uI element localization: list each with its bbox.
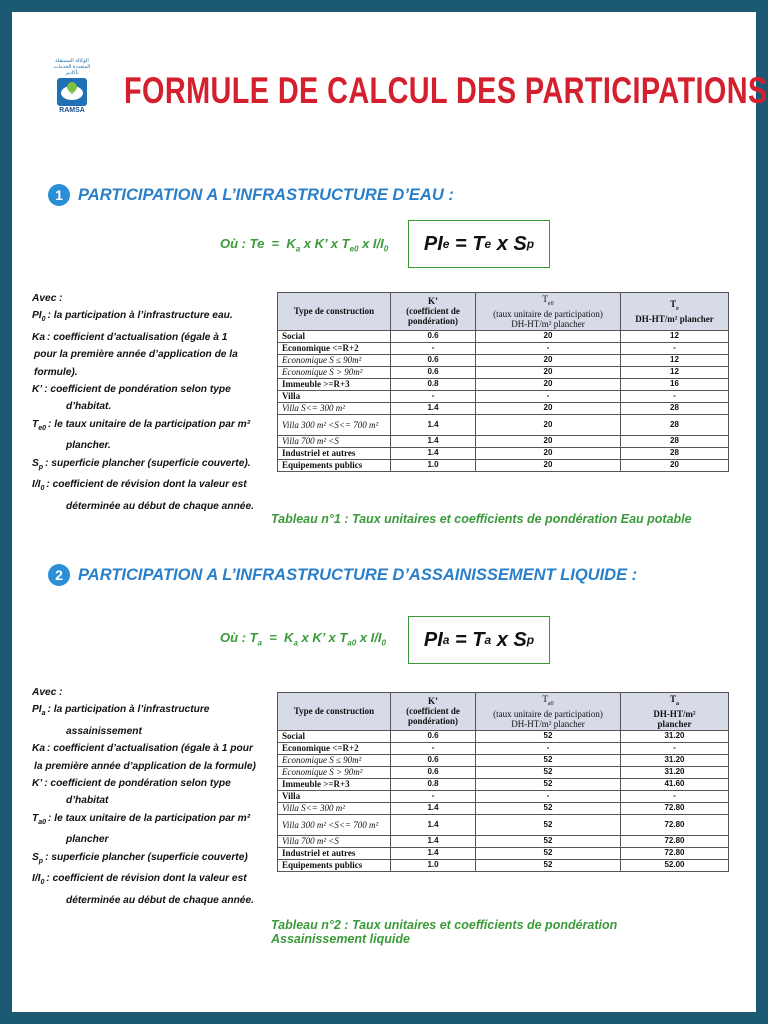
formula-x: x S <box>496 232 527 255</box>
cell-t: - <box>621 742 729 754</box>
cell-t0: 20 <box>476 435 621 447</box>
legend-line <box>32 398 280 415</box>
cell-t: 31.20 <box>621 766 729 778</box>
section-number-badge: 2 <box>48 564 70 586</box>
section-1-header <box>48 184 454 206</box>
cell-type: Villa <box>278 390 391 402</box>
cell-type: Industriel et autres <box>278 847 391 859</box>
cell-k: 0.8 <box>391 378 476 390</box>
legend-text: la première année d’application de la formule) <box>34 760 256 772</box>
legend-text: : le taux unitaire de la participation par m² <box>48 812 251 824</box>
formula-definition-ta: Où : $T_a = K_a$ x K’ x $T_{a0}$ x $I/I_0$ <box>220 630 386 648</box>
legend-text: : coefficient de pondération selon type <box>44 778 231 790</box>
table-row <box>278 754 729 766</box>
cell-t: - <box>621 390 729 402</box>
legend-text: : coefficient de révision dont la valeur est <box>46 873 247 885</box>
th-t0: $T_{e0}$ (taux unitaire de participation) DH-HT/m² plancher <box>476 293 621 331</box>
section-title: PARTICIPATION A L’INFRASTRUCTURE D’ASSAINISSEMENT LIQUIDE : <box>78 565 638 584</box>
cell-t: 28 <box>621 402 729 414</box>
formula-t-sub: a <box>484 633 492 647</box>
legend-line <box>32 346 280 363</box>
table-2-caption-line-1: Tableau n°2 : Taux unitaires et coefficients de pondération <box>271 918 618 932</box>
legend-line <box>32 775 280 792</box>
legend-text: déterminée au début de chaque année. <box>66 500 254 512</box>
legend-section-1 <box>32 290 280 515</box>
table-header-row <box>278 293 729 331</box>
cell-k: 1.4 <box>391 814 476 835</box>
logo-name: RAMSA <box>59 107 85 114</box>
cell-t: 72.80 <box>621 835 729 847</box>
cell-k: 0.6 <box>391 330 476 342</box>
table-row <box>278 766 729 778</box>
cell-type: Economique S ≤ 90m² <box>278 354 391 366</box>
table-row <box>278 435 729 447</box>
legend-text: : coefficient de pondération selon type <box>44 384 231 396</box>
legend-line <box>32 723 280 740</box>
cell-k: 1.4 <box>391 835 476 847</box>
cell-type: Industriel et autres <box>278 447 391 459</box>
cell-t0: 52 <box>476 730 621 742</box>
cell-k: 0.6 <box>391 754 476 766</box>
legend-key: K’ <box>32 778 43 790</box>
cell-t0: 20 <box>476 330 621 342</box>
legend-text: déterminée au début de chaque année. <box>66 894 254 906</box>
legend-line <box>32 364 280 381</box>
cell-t0: 52 <box>476 859 621 871</box>
cell-k: 0.6 <box>391 730 476 742</box>
cell-type: Villa <box>278 790 391 802</box>
legend-line <box>32 307 280 328</box>
table-row <box>278 402 729 414</box>
formula-t-sub: e <box>484 237 492 251</box>
cell-k: 0.6 <box>391 354 476 366</box>
table-row <box>278 414 729 435</box>
cell-t0: - <box>476 790 621 802</box>
legend-line <box>32 870 280 891</box>
cell-t0: 52 <box>476 835 621 847</box>
table-1-caption: Tableau n°1 : Taux unitaires et coefficients de pondération Eau potable <box>271 512 692 526</box>
cell-type: Villa S<= 300 m² <box>278 402 391 414</box>
table-row <box>278 742 729 754</box>
cell-t0: 52 <box>476 802 621 814</box>
cell-k: 1.4 <box>391 802 476 814</box>
th-type: Type de construction <box>278 693 391 731</box>
cell-type: Equipements publics <box>278 859 391 871</box>
cell-t0: 20 <box>476 378 621 390</box>
legend-line <box>32 684 280 701</box>
cell-t0: 20 <box>476 459 621 471</box>
legend-key: $S_p$ <box>32 457 44 471</box>
section-2-header <box>48 564 637 586</box>
th-t: $T_e$ DH-HT/m² plancher <box>621 293 729 331</box>
legend-text: assainissement <box>66 725 142 737</box>
legend-line <box>32 740 280 757</box>
legend-text: : superficie plancher (superficie couverte). <box>45 457 251 469</box>
table-2-caption-line-2: Assainissement liquide <box>271 932 410 946</box>
cell-type: Economique S ≤ 90m² <box>278 754 391 766</box>
section-title: PARTICIPATION A L’INFRASTRUCTURE D’EAU : <box>78 185 454 204</box>
cell-k: 1.4 <box>391 435 476 447</box>
cell-type: Villa 700 m² <S <box>278 435 391 447</box>
cell-t: 12 <box>621 354 729 366</box>
formula-eq: = T <box>455 232 485 255</box>
legend-text: : le taux unitaire de la participation par m² <box>48 418 251 430</box>
legend-line <box>32 381 280 398</box>
legend-line <box>32 810 280 831</box>
legend-text: d’habitat <box>66 795 109 807</box>
legend-line <box>32 498 280 515</box>
cell-k: - <box>391 790 476 802</box>
legend-line <box>32 758 280 775</box>
legend-text: plancher <box>66 834 109 846</box>
cell-t: 12 <box>621 330 729 342</box>
cell-k: - <box>391 742 476 754</box>
legend-key: $PI_0$ <box>32 310 46 324</box>
cell-t: 72.80 <box>621 847 729 859</box>
cell-type: Social <box>278 730 391 742</box>
th-t0: $T_{a0}$ (taux unitaire de participation) DH-HT/m² plancher <box>476 693 621 731</box>
table-row <box>278 847 729 859</box>
legend-line <box>32 849 280 870</box>
legend-key: Ka <box>32 743 46 755</box>
legend-line <box>32 290 280 307</box>
section-number-badge: 1 <box>48 184 70 206</box>
table-header-row <box>278 693 729 731</box>
legend-key: $T_{e0}$ <box>32 418 47 432</box>
cell-t0: 52 <box>476 778 621 790</box>
cell-type: Villa 700 m² <S <box>278 835 391 847</box>
cell-t: 16 <box>621 378 729 390</box>
table-row <box>278 366 729 378</box>
table-assainissement <box>277 692 729 872</box>
cell-t: 28 <box>621 447 729 459</box>
cell-k: - <box>391 390 476 402</box>
cell-t: 12 <box>621 366 729 378</box>
legend-text: : la participation à l’infrastructure eau. <box>47 310 233 322</box>
cell-k: 1.4 <box>391 402 476 414</box>
document-page <box>12 12 768 1012</box>
cell-t: 20 <box>621 459 729 471</box>
legend-text: : coefficient de révision dont la valeur est <box>46 479 247 491</box>
legend-line <box>32 416 280 437</box>
cell-t: 28 <box>621 435 729 447</box>
cell-t0: 52 <box>476 766 621 778</box>
table-row <box>278 354 729 366</box>
table-eau-potable <box>277 292 729 472</box>
table-row <box>278 802 729 814</box>
legend-section-2 <box>32 684 280 909</box>
cell-type: Economique <=R+2 <box>278 742 391 754</box>
legend-line <box>32 792 280 809</box>
legend-text: d’habitat. <box>66 401 112 413</box>
cell-t: 52.00 <box>621 859 729 871</box>
ramsa-logo <box>52 58 92 114</box>
table-row <box>278 330 729 342</box>
legend-key: $I/I_0$ <box>32 873 45 887</box>
legend-text: : superficie plancher (superficie couverte) <box>45 851 248 863</box>
cell-type: Villa 300 m² <S<= 700 m² <box>278 414 391 435</box>
formula-definition-te: Où : $Te = K_a$ x K’ x $T_{e0}$ x $I/I_0$ <box>220 236 389 254</box>
table-row <box>278 814 729 835</box>
formula-s-sub: p <box>526 633 535 647</box>
cell-t0: 20 <box>476 414 621 435</box>
th-k: K’ (coefficient de pondération) <box>391 293 476 331</box>
cell-type: Immeuble >=R+3 <box>278 378 391 390</box>
formula-pi-sub: a <box>442 633 450 647</box>
table-row <box>278 859 729 871</box>
cell-type: Social <box>278 330 391 342</box>
th-t: $T_a$ DH-HT/m² plancher <box>621 693 729 731</box>
cell-k: 1.4 <box>391 447 476 459</box>
page-title: FORMULE DE CALCUL DES PARTICIPATIONS <box>124 70 768 111</box>
cell-t0: 52 <box>476 814 621 835</box>
legend-text: : coefficient d’actualisation (égale à 1 <box>47 331 228 343</box>
legend-key: Avec : <box>32 687 63 698</box>
table-2-caption <box>271 918 617 946</box>
formula-pi: PI <box>423 232 443 255</box>
legend-key: $I/I_0$ <box>32 479 45 493</box>
legend-text: : coefficient d’actualisation (égale à 1 pour <box>47 743 253 755</box>
cell-t0: - <box>476 390 621 402</box>
legend-text: plancher. <box>66 440 111 452</box>
legend-text: formule). <box>34 366 78 378</box>
cell-t0: 52 <box>476 847 621 859</box>
formula-box-pie <box>408 220 550 268</box>
table-row <box>278 730 729 742</box>
formula-eq: = T <box>455 628 485 651</box>
cell-type: Economique <=R+2 <box>278 342 391 354</box>
cell-t: 41.60 <box>621 778 729 790</box>
table-row <box>278 459 729 471</box>
formula-pi-sub: e <box>442 237 450 251</box>
cell-type: Immeuble >=R+3 <box>278 778 391 790</box>
legend-key: $S_p$ <box>32 851 44 865</box>
cell-t0: - <box>476 342 621 354</box>
cell-t: 31.20 <box>621 754 729 766</box>
cell-k: - <box>391 342 476 354</box>
cell-t0: - <box>476 742 621 754</box>
legend-line <box>32 831 280 848</box>
table-row <box>278 342 729 354</box>
formula-s-sub: p <box>526 237 535 251</box>
cell-type: Economique S > 90m² <box>278 766 391 778</box>
cell-type: Equipements publics <box>278 459 391 471</box>
th-type: Type de construction <box>278 293 391 331</box>
formula-x: x S <box>496 628 527 651</box>
cell-t0: 20 <box>476 366 621 378</box>
legend-key: $PI_a$ <box>32 704 46 718</box>
legend-key: Avec : <box>32 293 63 304</box>
cell-type: Villa 300 m² <S<= 700 m² <box>278 814 391 835</box>
logo-mark-icon <box>57 78 87 106</box>
table-row <box>278 390 729 402</box>
legend-line <box>32 437 280 454</box>
formula-pi: PI <box>423 628 443 651</box>
cell-type: Economique S > 90m² <box>278 366 391 378</box>
cell-k: 1.4 <box>391 414 476 435</box>
cell-t: 72.80 <box>621 814 729 835</box>
table-row <box>278 835 729 847</box>
legend-key: K’ <box>32 384 43 396</box>
legend-line <box>32 892 280 909</box>
cell-t: - <box>621 342 729 354</box>
legend-line <box>32 329 280 346</box>
cell-t0: 20 <box>476 402 621 414</box>
cell-k: 0.6 <box>391 366 476 378</box>
legend-line <box>32 701 280 722</box>
cell-t0: 52 <box>476 754 621 766</box>
legend-line <box>32 455 280 476</box>
legend-text: : la participation à l’infrastructure <box>47 704 210 716</box>
formula-box-pia <box>408 616 550 664</box>
table-row <box>278 378 729 390</box>
cell-k: 1.4 <box>391 847 476 859</box>
legend-line <box>32 476 280 497</box>
cell-t: 31.20 <box>621 730 729 742</box>
cell-t0: 20 <box>476 354 621 366</box>
legend-text: pour la première année d’application de la <box>34 349 238 361</box>
cell-k: 1.0 <box>391 459 476 471</box>
cell-t: 28 <box>621 414 729 435</box>
logo-arabic-text: الوكالة المستقلة المتعددة الخدمات بأكادير <box>53 58 91 76</box>
cell-k: 0.6 <box>391 766 476 778</box>
cell-type: Villa S<= 300 m² <box>278 802 391 814</box>
cell-k: 1.0 <box>391 859 476 871</box>
cell-t0: 20 <box>476 447 621 459</box>
table-row <box>278 778 729 790</box>
cell-t: - <box>621 790 729 802</box>
cell-k: 0.8 <box>391 778 476 790</box>
table-row <box>278 447 729 459</box>
cell-t: 72.80 <box>621 802 729 814</box>
legend-key: $T_{a0}$ <box>32 812 47 826</box>
th-k: K’ (coefficient de pondération) <box>391 693 476 731</box>
table-row <box>278 790 729 802</box>
legend-key: Ka <box>32 331 46 343</box>
